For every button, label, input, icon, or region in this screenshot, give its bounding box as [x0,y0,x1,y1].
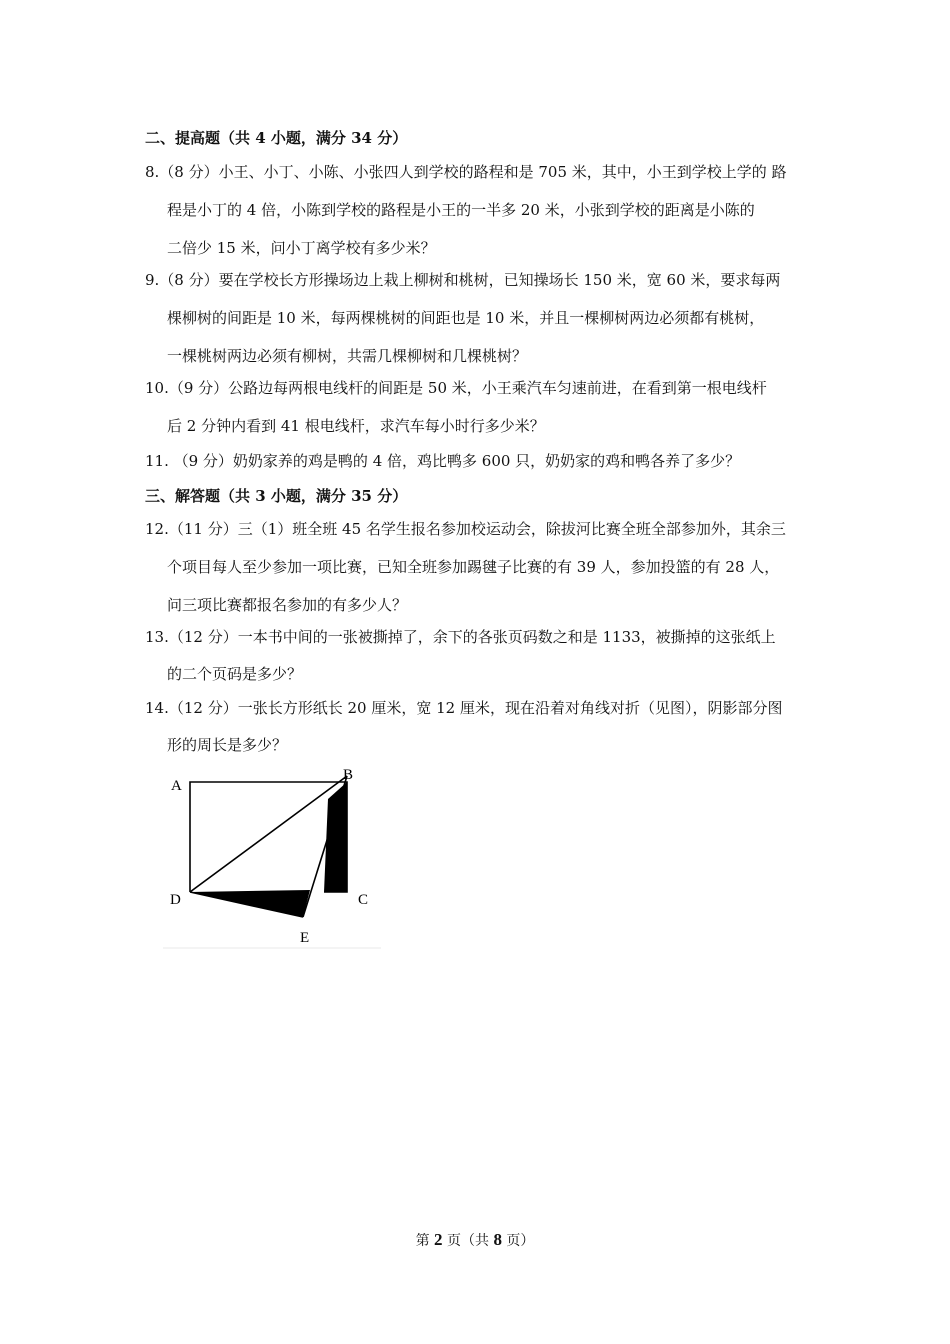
question-line: 8.（8 分）小王、小丁、小陈、小张四人到学校的路程和是 705 米，其中，小王到学校上学的 路 [145,163,787,181]
question-line: 10.（9 分）公路边每两根电线杆的间距是 50 米，小王乘汽车匀速前进，在看到第一根电线杆 [145,379,767,397]
footer-page-number: 2 [434,1230,443,1249]
question-line: 13.（12 分）一本书中间的一张被撕掉了，余下的各张页码数之和是 1133，被撕掉的这张纸上 [145,628,776,646]
question-line: 11. （9 分）奶奶家养的鸡是鸭的 4 倍，鸡比鸭多 600 只，奶奶家的鸡和鸭各养了多少？ [145,452,741,470]
label-e: E [300,930,310,946]
label-a: A [171,778,182,794]
question-line: 后 2 分钟内看到 41 根电线杆，求汽车每小时行多少米？ [167,417,545,435]
question-line: 程是小丁的 4 倍，小陈到学校的路程是小王的一半多 20 米，小张到学校的距离是小陈的 [167,201,755,219]
section-title-3: 三、解答题（共 3 小题，满分 35 分） [145,487,408,505]
question-line: 9.（8 分）要在学校长方形操场边上栽上柳树和桃树，已知操场长 150 米，宽 60 米，要求每两 [145,271,781,289]
figure-background [163,762,381,950]
footer-total-pages: 8 [493,1230,502,1249]
question-line: 二倍少 15 米，问小丁离学校有多少米？ [167,239,436,257]
question-line: 的二个页码是多少？ [167,665,303,683]
page-footer [0,1230,950,1250]
question-line: 个项目每人至少参加一项比赛，已知全班参加踢毽子比赛的有 39 人，参加投篮的有 28 人， [167,558,780,576]
question-line: 问三项比赛都报名参加的有多少人？ [167,596,408,614]
footer-prefix: 第 [415,1233,430,1249]
label-c: C [358,892,369,908]
footer-suffix: 页） [506,1233,535,1249]
footer-mid: 页（共 [447,1233,489,1249]
question-line: 12.（11 分）三（1）班全班 45 名学生报名参加校运动会，除拔河比赛全班全部参加外，其余三 [145,520,786,538]
folded-rectangle-figure [163,762,381,950]
section-title-2: 二、提高题（共 4 小题，满分 34 分） [145,129,408,147]
label-b: B [343,767,354,783]
label-d: D [170,892,181,908]
question-line: 形的周长是多少？ [167,736,288,754]
question-line: 14.（12 分）一张长方形纸长 20 厘米，宽 12 厘米，现在沿着对角线对折（见图），阴影部分图 [145,699,783,717]
question-line: 棵柳树的间距是 10 米，每两棵桃树的间距也是 10 米，并且一棵柳树两边必须都有桃树， [167,309,765,327]
question-line: 一棵桃树两边必须有柳树，共需几棵柳树和几棵桃树？ [167,347,528,365]
